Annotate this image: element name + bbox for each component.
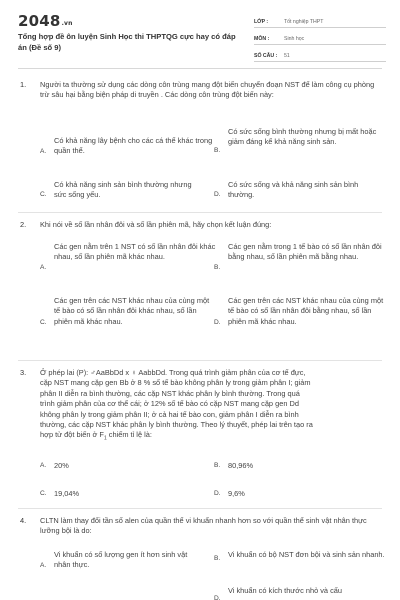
question-line: thường, các cặp NST khác phân ly bình thường. Theo lý thuyết, phép lai trên tạo ra <box>40 420 313 430</box>
option-text: Các gen trên các NST khác nhau của cùng một tế bào có số lần nhân đôi bằng nhau, số lần phiên mã khác nhau. <box>228 296 384 326</box>
question-line: phân II diễn ra bình thường, các cặp NST khác phân ly bình thường. Trong quá <box>40 388 300 398</box>
question-number: 2. <box>20 220 27 229</box>
meta-value: Sinh học <box>284 36 305 42</box>
meta-label: SỐ CÂU : <box>254 53 278 59</box>
meta-row-subject <box>254 31 386 45</box>
option-text: 19,04% <box>54 489 80 498</box>
document-title: Tổng hợp đề ôn luyện Sinh Học thi THPTQG cực hay có đáp án (Đề số 9) <box>18 32 236 52</box>
option-letter: B. <box>214 462 221 469</box>
option-text: Vi khuẩn có kích thước nhỏ và cấu <box>228 586 343 595</box>
question-1 <box>18 80 388 200</box>
question-2 <box>18 220 388 350</box>
question-4 <box>18 516 388 600</box>
option-letter: A. <box>40 148 47 155</box>
question-number: 3. <box>20 368 27 377</box>
option-text: Các gen nằm trong 1 tế bào có số lần nhân đôi bằng nhau, số lần phiên mã bằng nhau. <box>228 242 382 262</box>
option-letter: B. <box>214 555 221 562</box>
option-text: Các gen nằm trên 1 NST có số lần nhân đôi khác nhau, số lần phiên mã khác nhau. <box>54 242 216 262</box>
option-letter: D. <box>214 319 221 326</box>
question-line: Ở phép lai (P): ♂AaBbDd x ♀ AabbDd. Trong quá trình giảm phân của cơ tế đực, <box>40 368 306 377</box>
option-text: Có khả năng lây bệnh cho các cá thể khác trong quần thể. <box>54 136 213 156</box>
question-text: Người ta thường sử dụng các dòng côn trùng mang đột biến chuyển đoạn NST để làm công cụ phòng trừ sâu hại bằng biện pháp di truyền . Các dòng côn trùng đột biến này: <box>40 80 375 100</box>
meta-row-count <box>254 48 386 62</box>
question-number: 1. <box>20 80 27 89</box>
question-number: 4. <box>20 516 27 525</box>
option-letter: A. <box>40 264 47 271</box>
option-text: 80,96% <box>228 461 254 470</box>
page-header <box>0 0 400 62</box>
question-divider <box>18 508 382 509</box>
option-text: 9,6% <box>228 489 245 498</box>
option-text: Có sức sống và khả năng sinh sản bình thường. <box>228 180 359 200</box>
option-letter: B. <box>214 147 221 154</box>
question-text: CLTN làm thay đổi tần số alen của quần thể vi khuẩn nhanh hơn so với quần thể sinh vật nhân thực lưỡng bội là do: <box>40 516 367 536</box>
option-text: Có sức sống bình thường nhưng bị mất hoặc giảm đáng kể khả năng sinh sản. <box>228 127 377 147</box>
site-logo[interactable]: 2048.vn <box>18 12 73 30</box>
question-divider <box>18 212 382 213</box>
subscript: 1 <box>103 435 107 442</box>
question-text <box>40 368 384 444</box>
option-letter: C. <box>40 490 47 497</box>
header-divider <box>18 68 382 69</box>
question-3 <box>18 368 388 508</box>
option-letter: A. <box>40 562 47 569</box>
option-letter: B. <box>214 264 221 271</box>
option-text: 20% <box>54 461 69 470</box>
option-letter: D. <box>214 191 221 198</box>
meta-label: MÔN : <box>254 36 270 42</box>
meta-row-grade <box>254 14 386 28</box>
option-letter: A. <box>40 462 47 469</box>
option-text: Các gen trên các NST khác nhau của cùng một tế bào có số lần nhân đôi khác nhau, số lần phiên mã khác nhau. <box>54 296 210 326</box>
meta-value: Tốt nghiệp THPT <box>284 19 324 25</box>
option-text: Vi khuẩn có số lượng gen ít hơn sinh vật nhân thực. <box>54 550 188 570</box>
document-meta <box>254 14 386 65</box>
option-text: Vi khuẩn có bộ NST đơn bội và sinh sản nhanh. <box>228 550 385 559</box>
option-text: Có khả năng sinh sản bình thường nhưng sức sống yếu. <box>54 180 192 200</box>
option-letter: D. <box>214 595 221 600</box>
question-text: Khi nói về số lần nhân đôi và số lần phiên mã, hãy chọn kết luận đúng: <box>40 220 272 229</box>
question-line-last: hợp tử đột biến ở $F_1$ chiếm tỉ lệ là: <box>40 430 152 442</box>
question-line: cặp NST mang cặp gen Bb ở 8 % số tế bào không phân ly trong giảm phân I; giảm <box>40 378 311 388</box>
question-line: không phân ly trong giảm phân II; ở cả hai tế bào con, giảm phân I diễn ra bình <box>40 409 299 419</box>
option-letter: D. <box>214 490 221 497</box>
meta-value: 51 <box>284 53 290 59</box>
meta-label: LỚP : <box>254 19 269 25</box>
question-line: trình giảm phân của cơ thể cái; ở 12% số tế bào có cặp NST mang cặp gen Dd <box>40 399 299 409</box>
option-letter: C. <box>40 191 47 198</box>
question-divider <box>18 360 382 361</box>
option-letter: C. <box>40 319 47 326</box>
